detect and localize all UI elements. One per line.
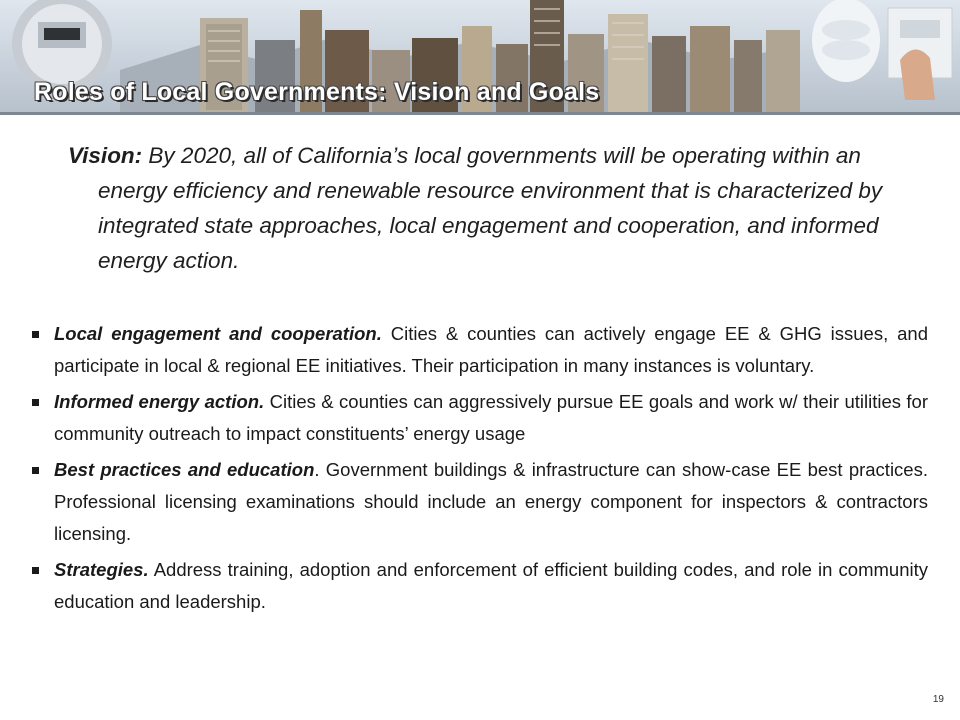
vision-text: By 2020, all of California’s local governments will be operating within an energy efficiency and renewable resource environment that is characterized by integrated state approaches, local engagement and cooperation, and informed energy action.: [98, 143, 883, 273]
goals-list: [30, 318, 928, 622]
vision-label: Vision:: [68, 143, 143, 168]
bullet-text: Cities & counties can actively engage EE & GHG issues, and participate in local & regional EE initiatives. Their participation in many instances is voluntary.: [54, 323, 928, 376]
bullet-square-icon: [32, 399, 39, 406]
list-item: [30, 318, 928, 382]
bullet-lead: Strategies.: [54, 559, 149, 580]
bullet-square-icon: [32, 467, 39, 474]
bullet-lead: Informed energy action.: [54, 391, 265, 412]
bullet-text: . Government buildings & infrastructure can show-case EE best practices. Professional licensing examinations should include an energy component for inspectors & contractors licensing.: [54, 459, 928, 544]
bullet-text: Address training, adoption and enforcement of efficient building codes, and role in community education and leadership.: [54, 559, 928, 612]
bullet-text: Cities & counties can aggressively pursue EE goals and work w/ their utilities for community outreach to impact constituents’ energy usage: [54, 391, 928, 444]
bullet-lead: Best practices and education: [54, 459, 315, 480]
list-item: [30, 386, 928, 450]
title-divider: [0, 112, 960, 115]
list-item: [30, 554, 928, 618]
list-item: [30, 454, 928, 550]
bullet-square-icon: [32, 567, 39, 574]
page-number: 19: [932, 694, 944, 705]
bullet-lead: Local engagement and cooperation.: [54, 323, 382, 344]
slide-title: Roles of Local Governments: Vision and Goals: [34, 78, 600, 106]
vision-statement: [68, 138, 928, 278]
bullet-square-icon: [32, 331, 39, 338]
